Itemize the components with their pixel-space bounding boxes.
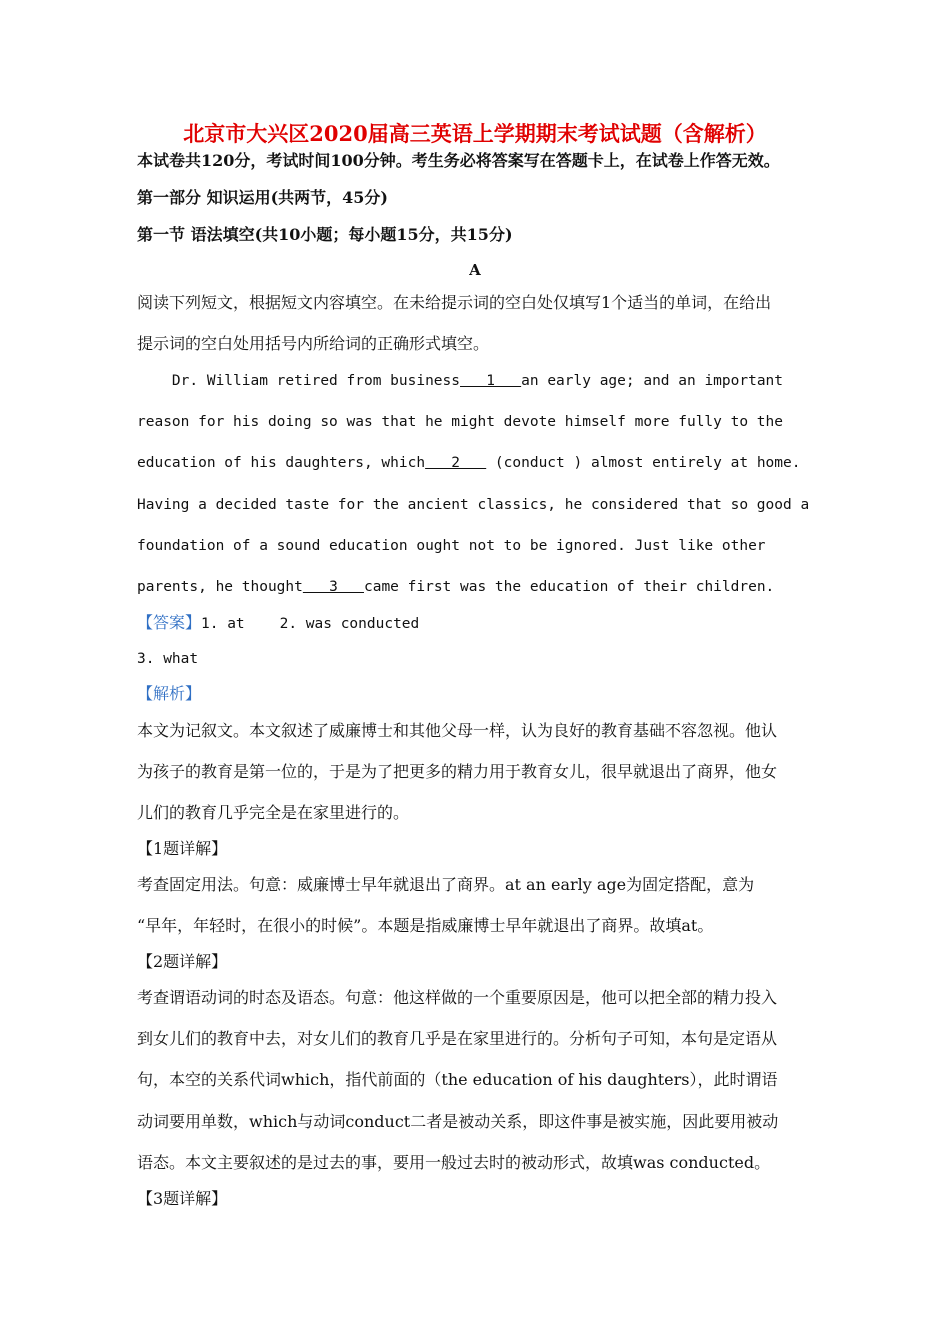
- analysis-line: 本文为记叙文。本文叙述了威廉博士和其他父母一样，认为良好的教育基础不容忽视。他认: [137, 721, 778, 740]
- passage-text: education of his daughters, which: [137, 455, 426, 471]
- passage-line: reason for his doing so was that he might devote himself more fully to the: [137, 414, 784, 430]
- analysis-line: 儿们的教育几乎完全是在家里进行的。: [137, 803, 410, 822]
- blank-3: 3: [302, 579, 364, 595]
- passage-text: Dr. William retired from business: [137, 373, 461, 389]
- answer-1: 1. at: [201, 616, 245, 632]
- passage-text: parents, he thought: [137, 579, 303, 595]
- q2-line: 语态。本文主要叙述的是过去的事，要用一般过去时的被动形式，故填was conducted。: [137, 1153, 771, 1172]
- answer-line: [137, 612, 419, 635]
- passage-line: [137, 370, 783, 392]
- q2-line: 到女儿们的教育中去，对女儿们的教育几乎是在家里进行的。分析句子可知，本句是定语从: [137, 1029, 778, 1048]
- passage-text: (conduct ) almost entirely at home.: [486, 455, 801, 471]
- q2-line: 动词要用单数，which与动词conduct二者是被动关系，即这件事是被实施，因此要用被动: [137, 1112, 779, 1131]
- section-heading: 第一节 语法填空(共10小题；每小题15分，共15分): [137, 225, 513, 244]
- answer-3: 3. what: [137, 651, 199, 667]
- q1-line: 考查固定用法。句意：威廉博士早年就退出了商界。at an early age为固定搭配，意为: [137, 875, 755, 894]
- instruction-line: 阅读下列短文，根据短文内容填空。在未给提示词的空白处仅填写1个适当的单词，在给出: [137, 293, 772, 312]
- passage-letter: A: [469, 261, 481, 279]
- exam-intro: 本试卷共120分，考试时间100分钟。考生务必将答案写在答题卡上，在试卷上作答无效。: [137, 151, 780, 170]
- q3-tag: 【3题详解】: [137, 1189, 228, 1208]
- q2-tag: 【2题详解】: [137, 952, 228, 971]
- blank-2: 2: [425, 455, 487, 471]
- passage-line: Having a decided taste for the ancient classics, he considered that so good a: [137, 497, 810, 513]
- q1-line: “早年，年轻时，在很小的时候”。本题是指威廉博士早年就退出了商界。故填at。: [137, 916, 714, 935]
- blank-1: 1: [460, 373, 522, 389]
- q1-tag: 【1题详解】: [137, 839, 228, 858]
- analysis-tag: 【解析】: [137, 684, 202, 703]
- q2-line: 考查谓语动词的时态及语态。句意：他这样做的一个重要原因是，他可以把全部的精力投入: [137, 988, 778, 1007]
- answer-2: 2. was conducted: [279, 616, 420, 632]
- analysis-line: 为孩子的教育是第一位的，于是为了把更多的精力用于教育女儿，很早就退出了商界，他女: [137, 762, 778, 781]
- passage-line: [137, 576, 774, 598]
- page-title: 北京市大兴区2020届高三英语上学期期末考试试题（含解析）: [183, 121, 767, 146]
- answer-tag: 【答案】: [137, 613, 202, 632]
- instruction-line: 提示词的空白处用括号内所给词的正确形式填空。: [137, 334, 490, 353]
- passage-line: foundation of a sound education ought not to be ignored. Just like other: [137, 538, 766, 554]
- part-heading: 第一部分 知识运用(共两节，45分): [137, 188, 388, 207]
- passage-text: came first was the education of their children.: [363, 579, 775, 595]
- passage-line: [137, 452, 800, 474]
- passage-text: an early age; and an important: [521, 373, 784, 389]
- q2-line: 句，本空的关系代词which，指代前面的（the education of his daughters），此时谓语: [137, 1070, 778, 1089]
